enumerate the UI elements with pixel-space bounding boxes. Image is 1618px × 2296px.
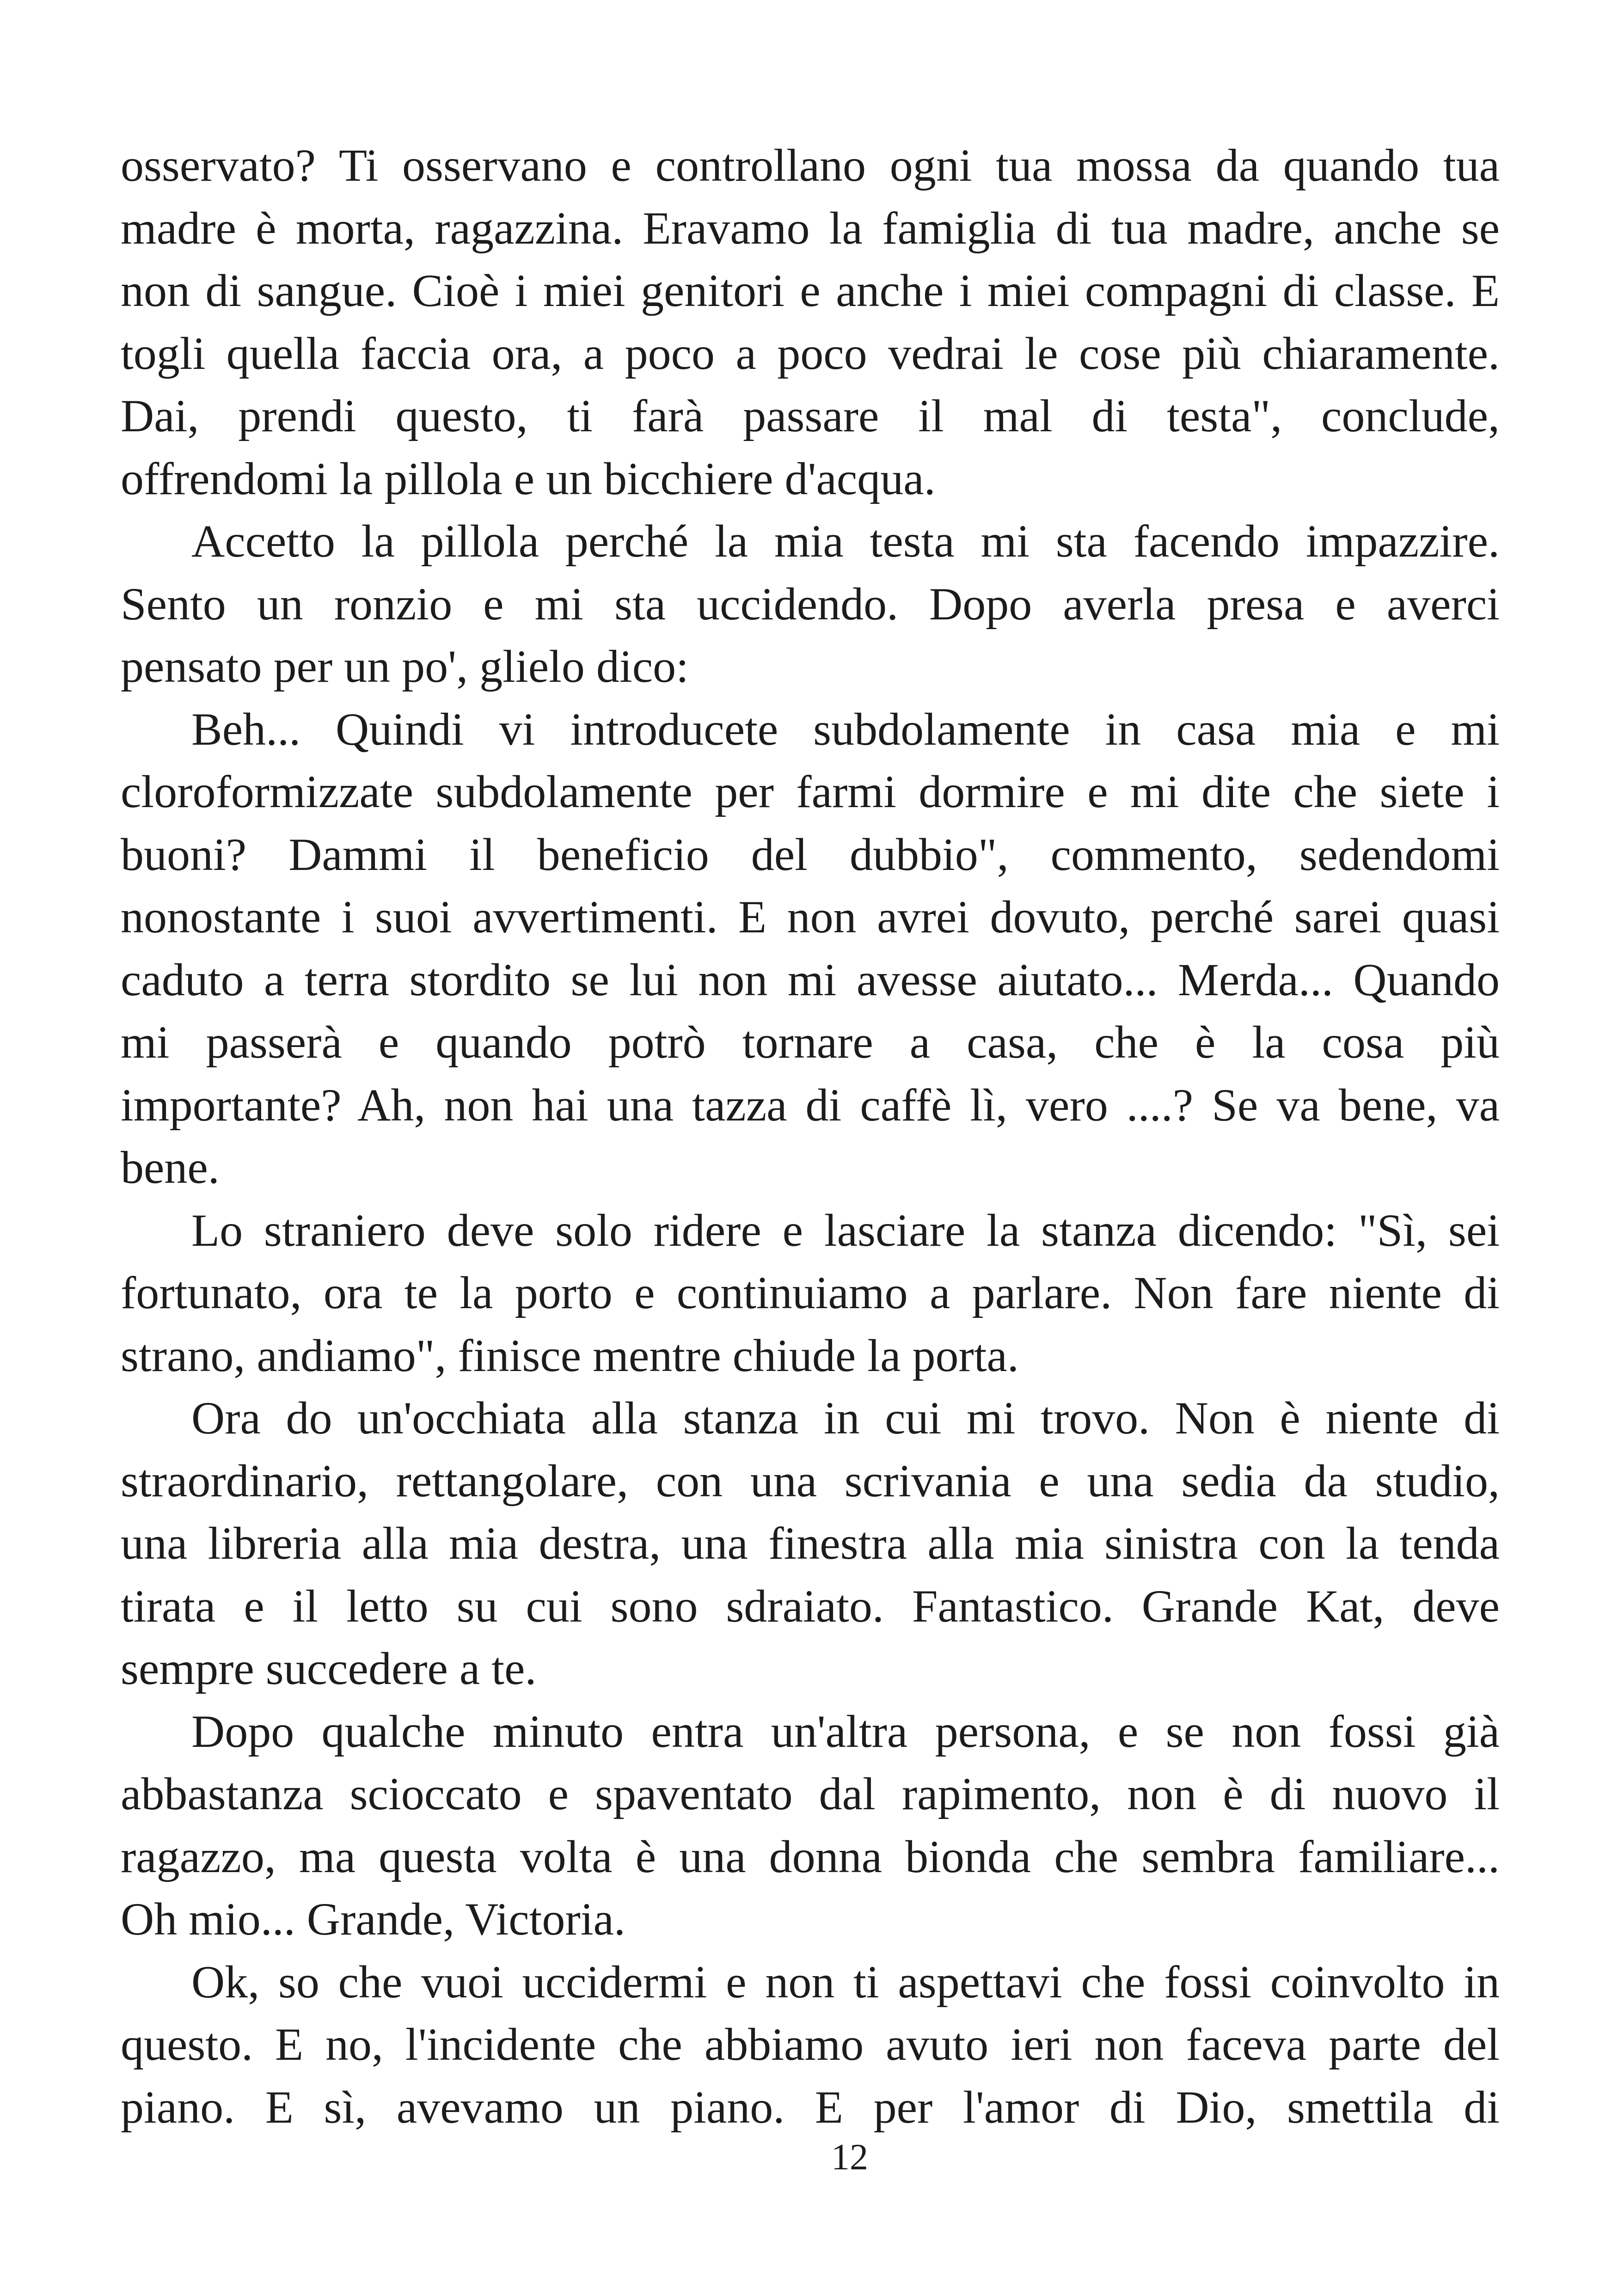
text-line: osservato? Ti osservano e controllano ogni tua mossa da quando tua	[121, 140, 1500, 191]
text-line: importante? Ah, non hai una tazza di caffè lì, vero ....? Se va bene, va	[121, 1079, 1500, 1131]
text-line: Ora do un'occhiata alla stanza in cui mi trovo. Non è niente di	[191, 1392, 1500, 1444]
text-line: fortunato, ora te la porto e continuiamo a parlare. Non fare niente di	[121, 1267, 1500, 1318]
text-line: piano. E sì, avevamo un piano. E per l'amor di Dio, smettila di	[121, 2081, 1500, 2133]
paragraph	[121, 1951, 1500, 2139]
text-line: non di sangue. Cioè i miei genitori e anche i miei compagni di classe. E	[121, 265, 1500, 316]
page-number: 12	[831, 2137, 868, 2178]
paragraph	[121, 1387, 1500, 1700]
paragraph	[121, 134, 1500, 510]
text-line: Dopo qualche minuto entra un'altra persona, e se non fossi già	[191, 1705, 1500, 1757]
paragraph	[121, 1700, 1500, 1951]
text-line: buoni? Dammi il beneficio del dubbio", commento, sedendomi	[121, 828, 1500, 880]
body-text	[121, 134, 1500, 2138]
text-line: questo. E no, l'incidente che abbiamo avuto ieri non faceva parte del	[121, 2019, 1500, 2070]
text-line: nonostante i suoi avvertimenti. E non avrei dovuto, perché sarei quasi	[121, 891, 1500, 943]
text-line: offrendomi la pillola e un bicchiere d'acqua.	[121, 453, 936, 504]
text-line: madre è morta, ragazzina. Eravamo la famiglia di tua madre, anche se	[121, 202, 1500, 254]
text-line: ragazzo, ma questa volta è una donna bionda che sembra familiare...	[121, 1831, 1500, 1882]
text-line: Beh... Quindi vi introducete subdolamente in casa mia e mi	[191, 703, 1500, 755]
paragraph	[121, 1199, 1500, 1387]
text-line: Dai, prendi questo, ti farà passare il mal di testa", conclude,	[121, 390, 1500, 441]
text-line: mi passerà e quando potrò tornare a casa, che è la cosa più	[121, 1016, 1500, 1068]
text-line: Accetto la pillola perché la mia testa mi sta facendo impazzire.	[191, 515, 1500, 567]
text-line: togli quella faccia ora, a poco a poco vedrai le cose più chiaramente.	[121, 327, 1500, 379]
text-line: Lo straniero deve solo ridere e lasciare la stanza dicendo: "Sì, sei	[191, 1204, 1500, 1256]
text-line: abbastanza scioccato e spaventato dal rapimento, non è di nuovo il	[121, 1768, 1500, 1819]
text-line: pensato per un po', glielo dico:	[121, 641, 689, 692]
paragraph	[121, 698, 1500, 1199]
text-line: tirata e il letto su cui sono sdraiato. Fantastico. Grande Kat, deve	[121, 1580, 1500, 1632]
text-line: una libreria alla mia destra, una finestra alla mia sinistra con la tenda	[121, 1518, 1500, 1569]
text-line: Oh mio... Grande, Victoria.	[121, 1893, 625, 1945]
text-line: straordinario, rettangolare, con una scrivania e una sedia da studio,	[121, 1455, 1500, 1506]
text-line: Ok, so che vuoi uccidermi e non ti aspettavi che fossi coinvolto in	[191, 1956, 1500, 2008]
text-line: caduto a terra stordito se lui non mi avesse aiutato... Merda... Quando	[121, 954, 1500, 1005]
paragraph	[121, 510, 1500, 698]
text-line: strano, andiamo", finisce mentre chiude la porta.	[121, 1329, 1019, 1381]
text-line: Sento un ronzio e mi sta uccidendo. Dopo averla presa e averci	[121, 578, 1500, 630]
text-line: sempre succedere a te.	[121, 1643, 537, 1694]
text-line: bene.	[121, 1142, 220, 1193]
text-line: cloroformizzate subdolamente per farmi dormire e mi dite che siete i	[121, 766, 1500, 817]
